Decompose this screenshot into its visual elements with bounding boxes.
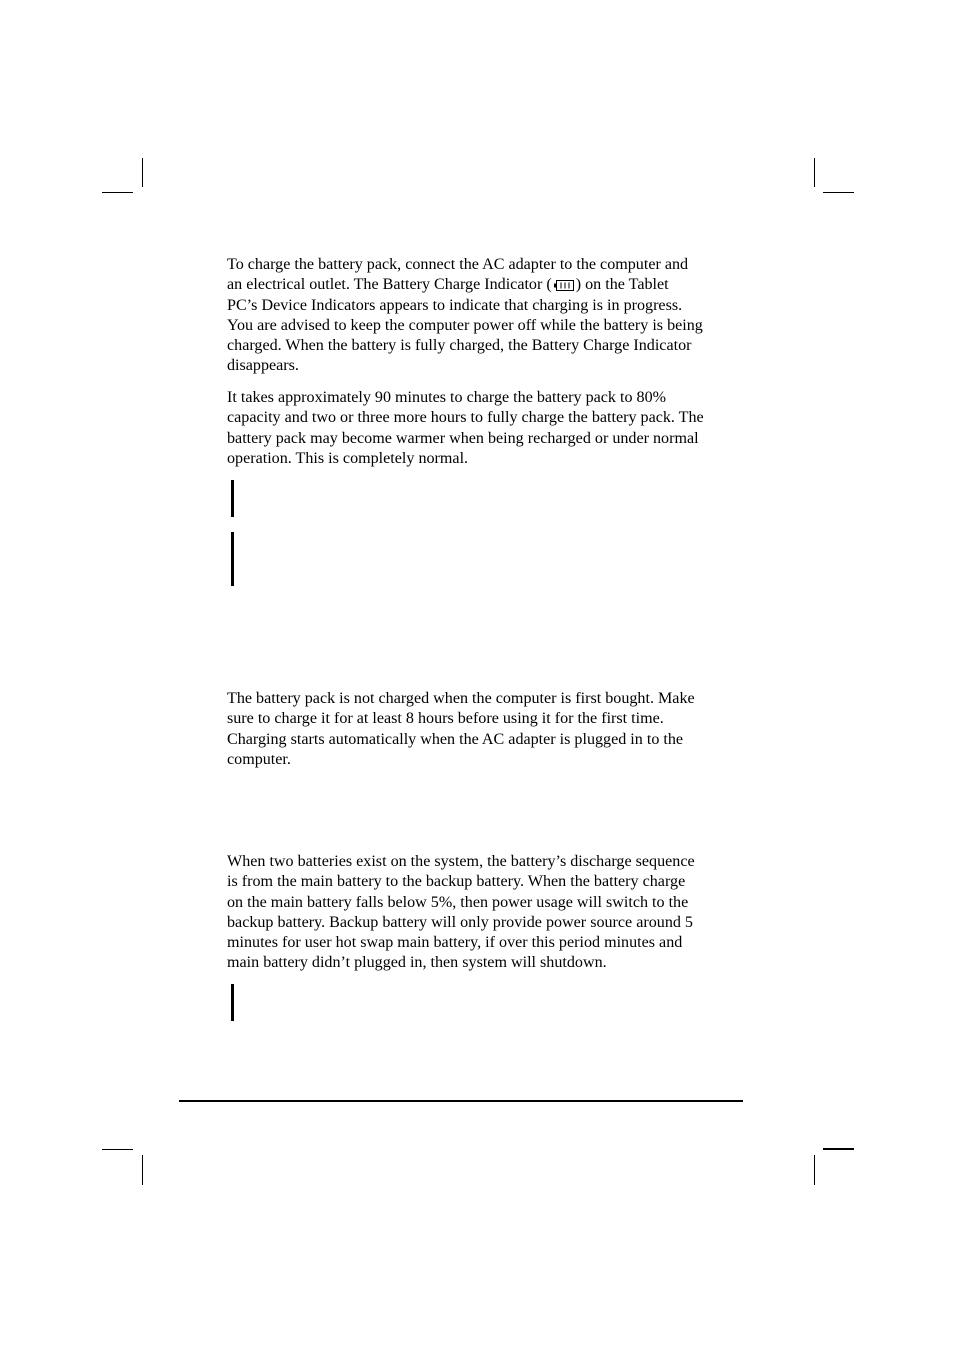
text-line: on the main battery falls below 5%, then power usage will switch to the — [227, 893, 689, 911]
crop-mark-bottom-left-v — [142, 1155, 143, 1185]
text-line: computer. — [227, 750, 291, 768]
text-line: disappears. — [227, 357, 299, 375]
text-line: backup battery. Backup battery will only provide power source around 5 — [227, 913, 693, 931]
text-line: sure to charge it for at least 8 hours before using it for the first time. — [227, 710, 664, 728]
text-line: main battery didn’t plugged in, then system will shutdown. — [227, 954, 607, 972]
crop-mark-top-left-v — [142, 158, 143, 187]
paragraph-discharge-sequence — [227, 852, 747, 974]
paragraph-charging-time — [227, 388, 747, 469]
text-fragment: an electrical outlet. The Battery Charge Indicator ( — [227, 276, 552, 294]
crop-mark-top-right-h — [823, 192, 854, 193]
crop-mark-bottom-right-h — [823, 1148, 854, 1150]
note-bar — [231, 480, 234, 517]
text-line: The battery pack is not charged when the computer is first bought. Make — [227, 690, 695, 707]
crop-mark-top-left-h — [102, 192, 133, 193]
crop-mark-bottom-right-v — [814, 1155, 815, 1185]
text-line: operation. This is completely normal. — [227, 449, 469, 467]
text-line: charged. When the battery is fully charged, the Battery Charge Indicator — [227, 337, 692, 355]
text-line: capacity and two or three more hours to fully charge the battery pack. The — [227, 409, 704, 427]
crop-mark-bottom-left-h — [102, 1149, 133, 1150]
text-line: minutes for user hot swap main battery, if over this period minutes and — [227, 934, 683, 952]
paragraph-initial-charge — [227, 689, 747, 770]
battery-charging-icon — [554, 280, 574, 291]
text-line: It takes approximately 90 minutes to charge the battery pack to 80% — [227, 389, 667, 406]
text-line — [227, 275, 747, 295]
text-line: PC’s Device Indicators appears to indicate that charging is in progress. — [227, 296, 683, 314]
text-line: You are advised to keep the computer power off while the battery is being — [227, 316, 703, 334]
text-fragment: ) on the Tablet — [575, 276, 669, 294]
text-line: battery pack may become warmer when being recharged or under normal — [227, 429, 699, 447]
note-bar — [231, 984, 234, 1021]
text-line: is from the main battery to the backup battery. When the battery charge — [227, 873, 686, 891]
crop-mark-top-right-v — [814, 158, 815, 187]
text-line: When two batteries exist on the system, the battery’s discharge sequence — [227, 853, 695, 870]
text-line: To charge the battery pack, connect the AC adapter to the computer and — [227, 256, 689, 273]
paragraph-charging-instructions — [227, 255, 747, 377]
note-bar — [231, 532, 234, 586]
text-line: Charging starts automatically when the AC adapter is plugged in to the — [227, 730, 684, 748]
footer-rule — [179, 1100, 743, 1102]
